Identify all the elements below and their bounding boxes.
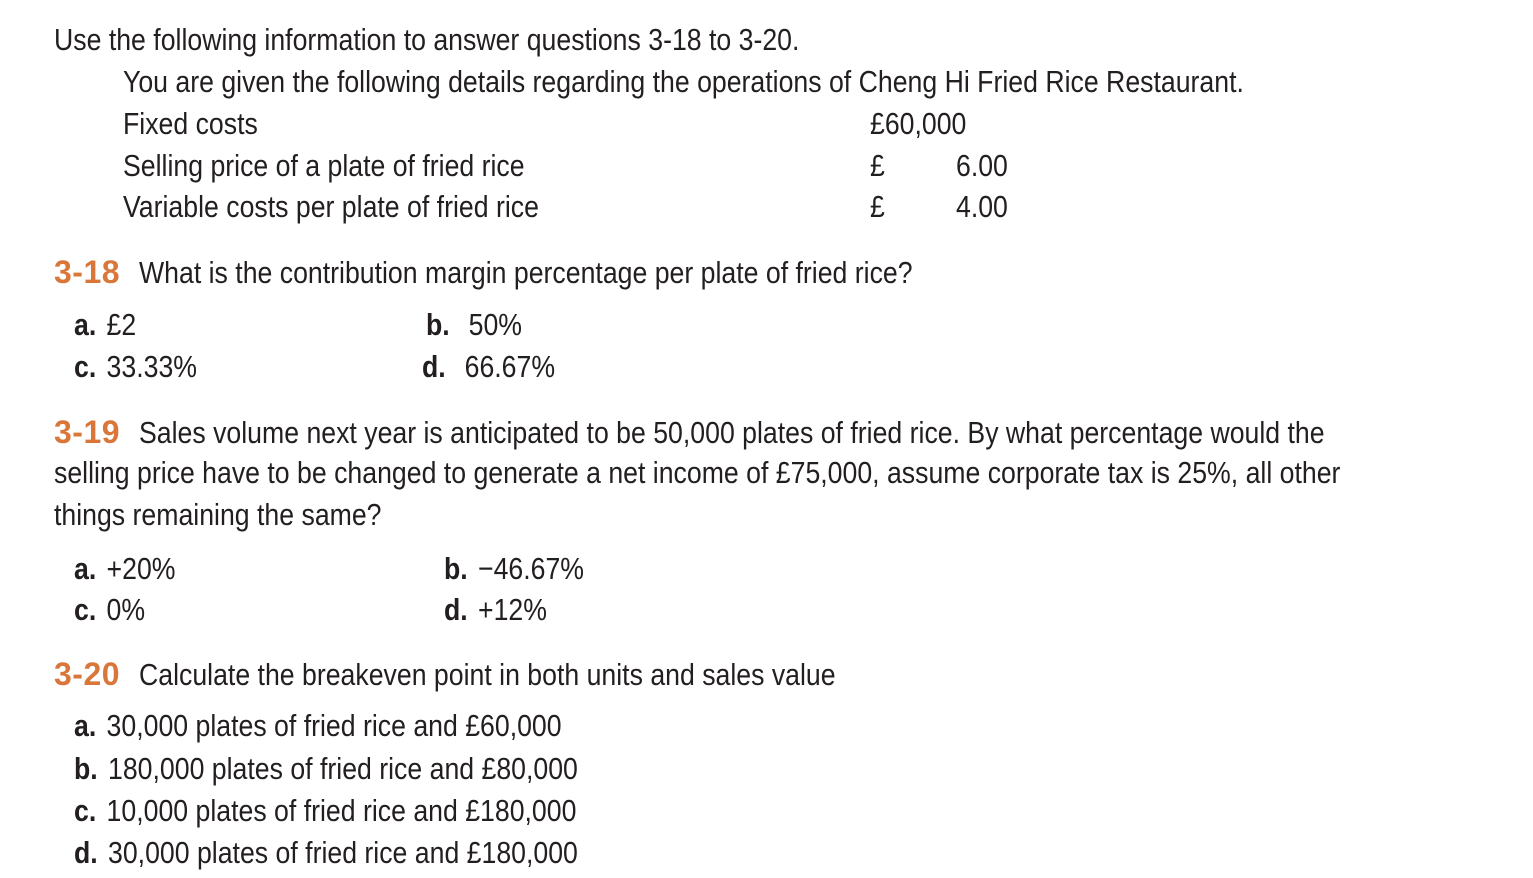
option-c: c. 33.33% [74,349,197,384]
question-3-19 [54,412,1517,453]
details-row-value: 6.00 [956,148,1008,183]
details-row-value: 4.00 [956,189,1008,224]
details-row-currency: £ [870,189,885,224]
question-text: Sales volume next year is anticipated to be 50,000 plates of fried rice. By what percentage would the [138,415,1325,450]
option-a: a. £2 [74,307,137,342]
question-number: 3-19 [54,414,121,450]
question-3-18 [54,252,1038,293]
option-d: d. +12% [444,592,547,627]
question-text-continued: things remaining the same? [54,497,382,532]
option-a: a. +20% [74,551,176,586]
details-lead: You are given the following details regarding the operations of Cheng Hi Fried Rice Restaurant. [123,64,1244,99]
details-row-label: Variable costs per plate of fried rice [123,189,539,224]
option-b: b. −46.67% [444,551,585,586]
question-number: 3-18 [54,254,121,290]
option-b: b. 180,000 plates of fried rice and £80,000 [74,751,578,786]
details-row-value: £60,000 [870,106,967,141]
option-c: c. 0% [74,592,146,627]
option-c: c. 10,000 plates of fried rice and £180,000 [74,793,577,828]
intro-text: Use the following information to answer questions 3-18 to 3-20. [54,22,800,57]
option-d: d. 30,000 plates of fried rice and £180,000 [74,835,578,870]
details-row-label: Fixed costs [123,106,258,141]
details-row-label: Selling price of a plate of fried rice [123,148,525,183]
option-b: b. 50% [426,307,522,342]
question-text: Calculate the breakeven point in both units and sales value [138,657,836,692]
question-3-20 [54,654,949,695]
details-row-currency: £ [870,148,885,183]
question-text-continued: selling price have to be changed to generate a net income of £75,000, assume corporate tax is 25%, all other [54,455,1341,490]
option-d: d. 66.67% [422,349,556,384]
question-text: What is the contribution margin percentage per plate of fried rice? [138,255,913,290]
option-a: a. 30,000 plates of fried rice and £60,000 [74,708,562,743]
question-number: 3-20 [54,656,121,692]
